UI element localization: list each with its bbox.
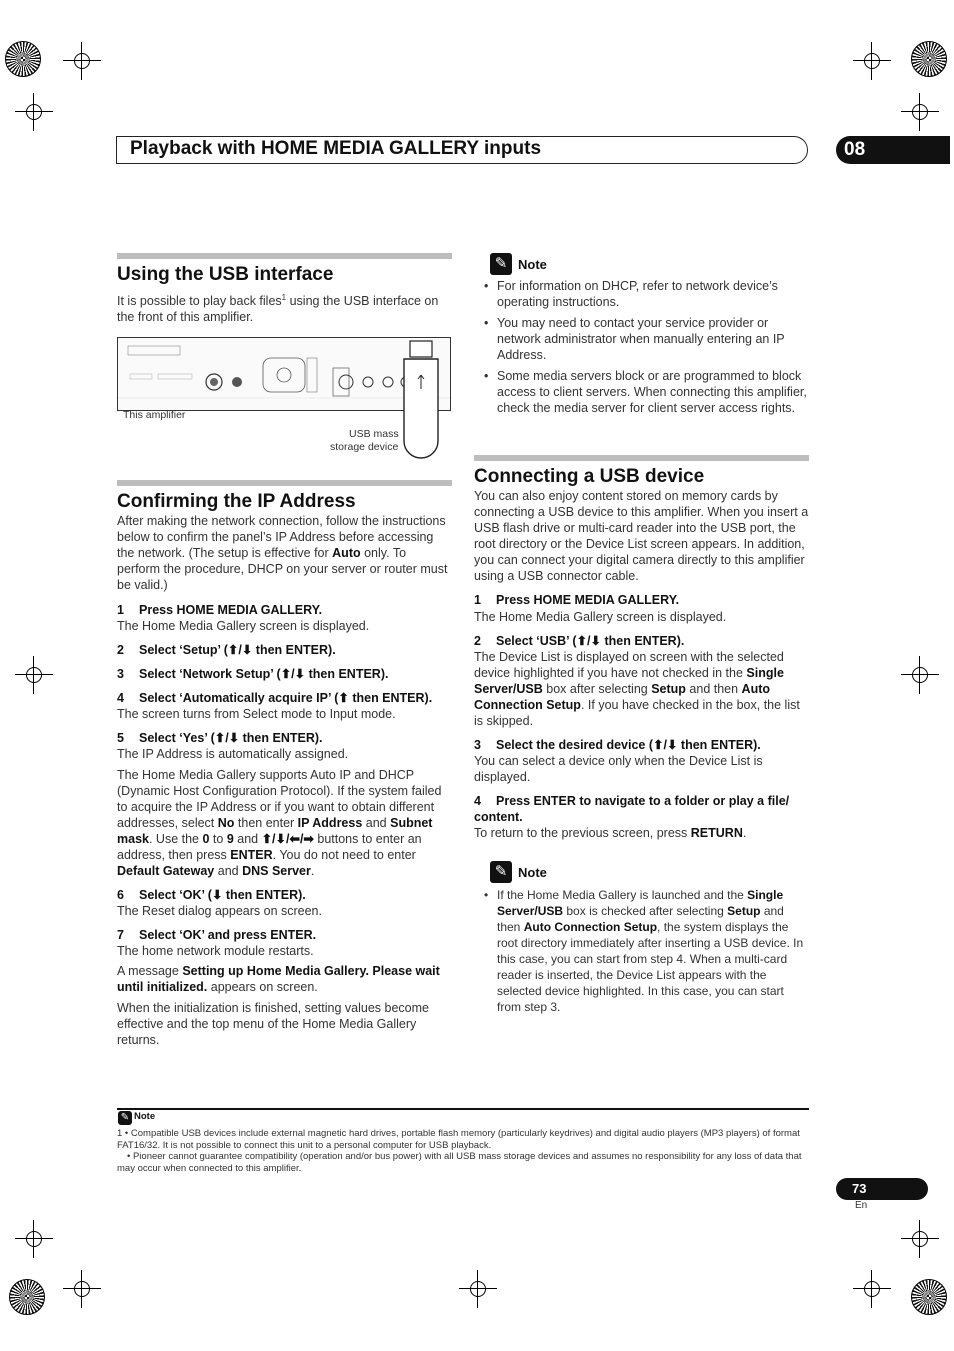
note-bullet: • If the Home Media Gallery is launched and the Single Server/USB box is checked after selecting Setup and then Auto Connection Setup, the system displays the root directory immediately after inserting a USB device. In this case, you can start from step 4. When a multi-card reader is inserted, the Device List appears with the selected device highlighted. In this case, you can start from step 3. xyxy=(497,887,809,1015)
ip-final-paragraph: When the initialization is finished, setting values become effective and the top menu of the Home Media Gallery returns. xyxy=(117,1001,429,1047)
connect-step-2: 2 Select ‘USB’ (⬆/⬇ then ENTER). xyxy=(474,634,685,648)
ip-step-1-desc: The Home Media Gallery screen is displayed. xyxy=(117,619,370,633)
crosshair-mark xyxy=(905,660,935,690)
ip-step-3: 3 Select ‘Network Setup’ (⬆/⬇ then ENTER). xyxy=(117,667,389,681)
footnote-rule xyxy=(117,1108,809,1110)
ip-dhcp-paragraph: The Home Media Gallery supports Auto IP and DHCP (Dynamic Host Configuration Protocol). If the system failed to acquire the IP Address or if you want to obtain different addresses, select No then enter IP Address and Subnet mask. Use the 0 to 9 and ⬆/⬇/⬅/➡ buttons to enter an address, then press ENTER. You do not need to enter Default Gateway and DNS Server. xyxy=(117,768,442,878)
connect-step-2-desc: The Device List is displayed on screen with the selected device highlighted if you have not checked in the Single Server/USB box after selecting Setup and then Auto Connection Setup. If you have checked in the box, the list is skipped. xyxy=(474,650,800,728)
caption-usb-mass: USB mass xyxy=(349,428,399,440)
section-rule xyxy=(117,480,452,486)
registration-wheel-top-left xyxy=(5,41,41,77)
page-header-title: Playback with HOME MEDIA GALLERY inputs xyxy=(130,138,542,159)
note-bullet: • For information on DHCP, refer to network device’s operating instructions. xyxy=(497,278,809,310)
ip-step-1: 1 Press HOME MEDIA GALLERY. xyxy=(117,603,323,617)
connect-step-3: 3 Select the desired device (⬆/⬇ then ENTER). xyxy=(474,738,761,752)
connect-step-4-desc: To return to the previous screen, press RETURN. xyxy=(474,826,747,840)
section-rule xyxy=(117,253,452,259)
connect-step-1: 1 Press HOME MEDIA GALLERY. xyxy=(474,593,680,607)
ip-step-6: 6 Select ‘OK’ (⬇ then ENTER). xyxy=(117,888,306,902)
ip-message-paragraph: A message Setting up Home Media Gallery. Please wait until initialized. appears on screen. xyxy=(117,964,440,994)
registration-wheel-bottom-right xyxy=(911,1279,947,1315)
ip-address-heading: Confirming the IP Address xyxy=(117,491,356,512)
crosshair-mark xyxy=(463,1274,493,1304)
ip-intro: After making the network connection, follow the instructions below to confirm the panel’s IP Address before accessing the network. (The setup is effective for Auto only. To perform the procedure, DHCP on your server or router must be valid.) xyxy=(117,514,448,592)
page-language: En xyxy=(855,1200,868,1211)
connect-intro: You can also enjoy content stored on memory cards by connecting a USB device to this amplifier. When you insert a USB flash drive or multi-card reader into the USB port, the root directory or the Device List screen appears. In addition, you can connect your digital camera directly to this amplifier using a USB connector cable. xyxy=(474,489,809,583)
crosshair-mark xyxy=(905,97,935,127)
ip-step-7: 7 Select ‘OK’ and press ENTER. xyxy=(117,928,317,942)
ip-step-4: 4 Select ‘Automatically acquire IP’ (⬆ then ENTER). xyxy=(117,691,433,705)
connect-step-3-desc: You can select a device only when the Device List is displayed. xyxy=(474,754,763,784)
note-bullet: • Some media servers block or are programmed to block access to client servers. When connecting this amplifier, check the media server for client server access rights. xyxy=(497,368,809,416)
connect-usb-heading: Connecting a USB device xyxy=(474,466,705,487)
footnote-pencil-icon: ✎ xyxy=(118,1111,132,1125)
crosshair-mark xyxy=(19,97,49,127)
note-label: Note xyxy=(518,865,547,880)
note-label: Note xyxy=(518,257,547,272)
crosshair-mark xyxy=(857,1274,887,1304)
note-pencil-icon: ✎ xyxy=(490,253,512,275)
caption-this-amplifier: This amplifier xyxy=(123,409,186,421)
footnote-1: 1 • Compatible USB devices include external magnetic hard drives, portable flash memory (particularly keydrives) and digital audio players (MP3 players) of format FAT16/32. It is not possible to connect this unit to a personal computer for USB playback. xyxy=(117,1128,800,1151)
crosshair-mark xyxy=(19,1224,49,1254)
ip-step-2: 2 Select ‘Setup’ (⬆/⬇ then ENTER). xyxy=(117,643,336,657)
note-bullet: • You may need to contact your service provider or network administrator when manually entering an IP Address. xyxy=(497,315,809,363)
ip-step-5-desc: The IP Address is automatically assigned. xyxy=(117,747,349,761)
footnote-label: Note xyxy=(134,1111,156,1122)
ip-step-5: 5 Select ‘Yes’ (⬆/⬇ then ENTER). xyxy=(117,731,323,745)
crosshair-mark xyxy=(67,46,97,76)
crosshair-mark xyxy=(67,1274,97,1304)
ip-step-6-desc: The Reset dialog appears on screen. xyxy=(117,904,322,918)
crosshair-mark xyxy=(905,1224,935,1254)
caption-storage-device: storage device xyxy=(330,441,399,453)
crosshair-mark xyxy=(19,660,49,690)
usb-interface-heading: Using the USB interface xyxy=(117,264,334,285)
footnote-2: • Pioneer cannot guarantee compatibility (operation and/or bus power) with all USB mass storage devices and assumes no responsibility for any loss of data that may occur when connected to this amplifier. xyxy=(117,1151,802,1174)
section-rule xyxy=(474,455,809,461)
registration-wheel-bottom-left xyxy=(9,1279,45,1315)
crosshair-mark xyxy=(857,46,887,76)
connect-step-4: 4 Press ENTER to navigate to a folder or play a file/ content. xyxy=(474,794,790,824)
note-pencil-icon: ✎ xyxy=(490,861,512,883)
registration-wheel-top-right xyxy=(911,41,947,77)
chapter-badge: 08 xyxy=(836,136,950,164)
usb-stick-icon xyxy=(400,339,442,461)
usb-intro: It is possible to play back files$^1$ using the USB interface on the front of this amplifier. xyxy=(117,293,439,325)
page-number: 73 xyxy=(836,1178,928,1200)
ip-step-4-desc: The screen turns from Select mode to Input mode. xyxy=(117,707,396,721)
ip-step-7-desc: The home network module restarts. xyxy=(117,944,314,958)
connect-step-1-desc: The Home Media Gallery screen is displayed. xyxy=(474,610,727,624)
